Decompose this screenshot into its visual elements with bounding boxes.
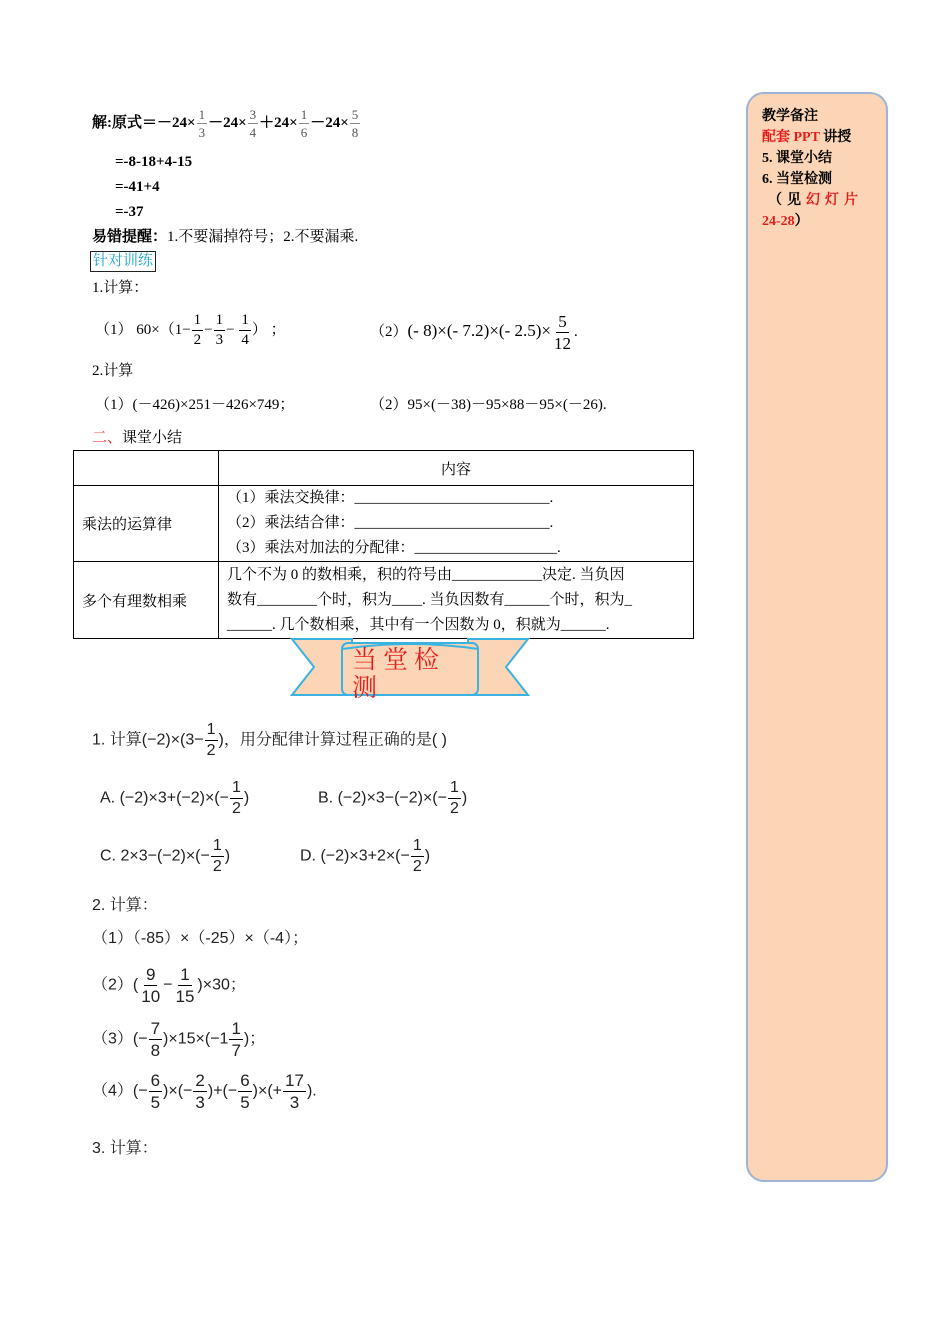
fraction: $\frac{3}{4}$ — [249, 107, 257, 140]
banner-title: 当堂检测 — [352, 645, 446, 702]
solution-step-2: =-41+4 — [115, 179, 160, 195]
summary-heading: 二、课堂小结 — [92, 430, 183, 446]
quiz-option-b[interactable]: B. (−2)×3−(−2)×(− $\frac{1}{2}$ ) — [318, 779, 468, 817]
training-q2-1: （1）(－426)×251－426×749； — [95, 397, 295, 413]
fraction: $\frac{2}{3}$ — [195, 1071, 205, 1112]
fraction: $\frac{6}{5}$ — [240, 1071, 250, 1112]
fill-blank-line: ______. 几个数相乘，其中有一个因数为 0，积就为______. — [227, 616, 610, 633]
fraction: $\frac{5}{12}$ — [553, 312, 571, 353]
training-label: 针对训练 — [90, 251, 156, 272]
fraction: $\frac{1}{2}$ — [193, 312, 202, 348]
fraction: $\frac{1}{7}$ — [231, 1019, 241, 1060]
error-tip-text: 1.不要漏掉符号；2.不要漏乘. — [167, 229, 359, 245]
fill-blank-line: （2）乘法结合律：__________________________. — [227, 515, 554, 531]
sidebar-line-quiz: 6. 当堂检测 — [762, 172, 832, 187]
solution-line — [92, 108, 361, 139]
summary-table — [73, 450, 694, 639]
solution-term: 原式＝－24× — [112, 114, 196, 131]
training-q2-2: （2）95×(－38)－95×88－95×(－26). — [370, 397, 607, 413]
solution-term: －24× — [310, 114, 349, 131]
fraction: $\frac{5}{8}$ — [351, 107, 359, 140]
training-q1-1: （1） 60×（1− $\frac{1}{2}$ − $\frac{1}{3}$ − $\frac{1}{4}$ ） ； — [95, 312, 286, 348]
solution-label: 解: — [92, 114, 112, 131]
table-row-content — [219, 486, 694, 562]
error-tip-label: 易错提醒： — [92, 229, 168, 245]
fraction: $\frac{1}{2}$ — [212, 837, 222, 875]
fraction: $\frac{1}{6}$ — [300, 107, 308, 140]
fraction: $\frac{6}{5}$ — [150, 1071, 161, 1112]
fraction: $\frac{1}{2}$ — [449, 779, 459, 817]
quiz-option-d[interactable]: D. (−2)×3+2×(− $\frac{1}{2}$ ) — [300, 837, 431, 875]
training-q1-title: 1.计算： — [92, 280, 149, 296]
fraction: $\frac{1}{3}$ — [215, 312, 224, 348]
table-header-content: 内容 — [219, 451, 694, 486]
sidebar-line-slides: （见幻灯片 — [768, 193, 863, 208]
sidebar-line-slide-range: 24-28） — [762, 214, 809, 229]
quiz-q3-title: 3. 计算： — [92, 1140, 158, 1157]
table-header-empty — [74, 451, 219, 486]
solution-step-1: =-8-18+4-15 — [115, 154, 193, 170]
fraction: $\frac{7}{8}$ — [150, 1019, 161, 1060]
table-row — [74, 486, 694, 562]
table-row — [74, 451, 694, 486]
quiz-q2-3: （3）(− $\frac{7}{8}$ )×15×(−1 $\frac{1}{7}$ )； — [92, 1019, 266, 1060]
fraction: $\frac{1}{4}$ — [241, 312, 249, 348]
fill-blank-line: 几个不为 0 的数相乘，积的符号由____________决定. 当负因 — [227, 566, 625, 583]
quiz-q2-title: 2. 计算： — [92, 897, 158, 914]
quiz-option-a[interactable]: A. (−2)×3+(−2)×(− $\frac{1}{2}$ ) — [100, 779, 250, 817]
quiz-option-c[interactable]: C. 2×3−(−2)×(− $\frac{1}{2}$ ) — [100, 837, 231, 875]
fill-blank-line: （3）乘法对加法的分配律：___________________. — [227, 540, 561, 556]
quiz-q1: 1. 计算(−2)×(3− $\frac{1}{2}$ )，用分配律计算过程正确的是( ) — [92, 721, 447, 759]
training-q2-title: 2.计算 — [92, 363, 134, 379]
sidebar-title: 教学备注 — [762, 109, 818, 124]
fraction: $\frac{17}{3}$ — [285, 1071, 304, 1112]
fill-blank-line: （1）乘法交换律：__________________________. — [227, 490, 554, 506]
solution-term: ＋24× — [259, 114, 298, 131]
table-row-label: 乘法的运算律 — [74, 486, 219, 562]
fill-blank-line: 数有________个时，积为____. 当负因数有______个时，积为_ — [227, 591, 633, 608]
error-tip — [92, 227, 358, 247]
sidebar-line-ppt: 配套 PPT 讲授 — [762, 130, 852, 145]
teaching-notes-sidebar — [746, 92, 888, 1182]
fraction: $\frac{1}{2}$ — [412, 837, 422, 875]
sidebar-line-summary: 5. 课堂小结 — [762, 151, 832, 166]
table-row-label: 多个有理数相乘 — [74, 562, 219, 639]
solution-term: －24× — [208, 114, 247, 131]
quiz-q2-4: （4）(− $\frac{6}{5}$ )×(− $\frac{2}{3}$ )+(− $\frac{6}{5}$ )×(+ $\frac{17}{3}$ ). — [92, 1071, 317, 1112]
fraction: $\frac{1}{2}$ — [206, 721, 216, 759]
fraction: $\frac{9}{10}$ — [141, 965, 161, 1006]
table-row-content — [219, 562, 694, 639]
solution-step-3: =-37 — [115, 204, 144, 220]
quiz-q2-1: （1）（-85）×（-25）×（-4）； — [92, 930, 309, 947]
quiz-q2-2: （2）( $\frac{9}{10}$ − $\frac{1}{15}$ )×30； — [92, 965, 246, 1006]
fraction: $\frac{1}{2}$ — [231, 779, 241, 817]
training-q1-2: （2）(- 8)×(- 7.2)×(- 2.5)× $\frac{5}{12}$ . — [370, 312, 578, 353]
fraction: $\frac{1}{3}$ — [198, 107, 206, 140]
table-row — [74, 562, 694, 639]
fraction: $\frac{1}{15}$ — [175, 965, 195, 1006]
